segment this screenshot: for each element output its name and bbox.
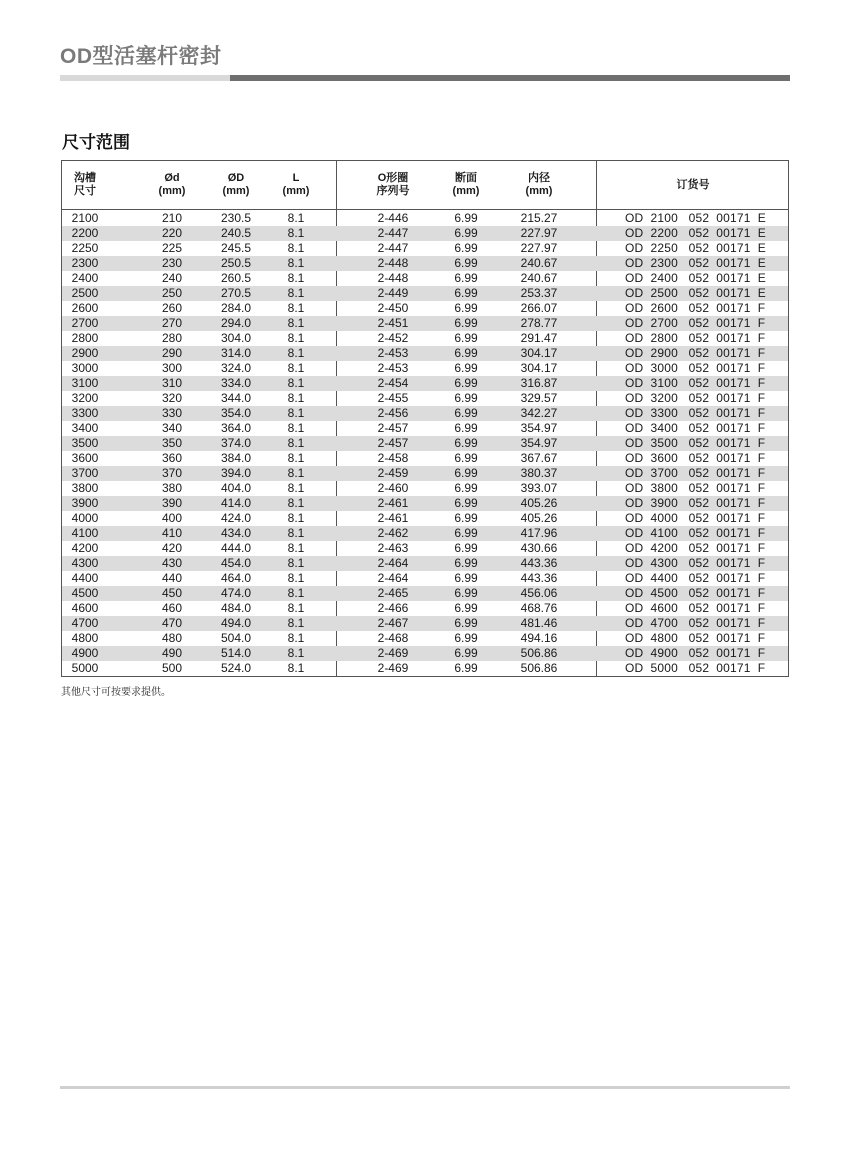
cell-order: OD 4100 052 00171 F	[625, 526, 766, 540]
cell-groove: 2100	[71, 211, 99, 225]
footer-line	[60, 1086, 790, 1089]
cell-d: 490	[161, 646, 183, 660]
cell-section: 6.99	[454, 271, 478, 285]
cell-inner: 430.66	[520, 541, 558, 555]
cell-groove: 2250	[71, 241, 99, 255]
cell-order: OD 2500 052 00171 E	[625, 286, 766, 300]
cell-inner: 506.86	[520, 646, 558, 660]
cell-section: 6.99	[454, 436, 478, 450]
cell-D: 494.0	[220, 616, 252, 630]
cell-d: 250	[161, 286, 183, 300]
cell-oring: 2-447	[377, 241, 409, 255]
cell-oring: 2-454	[377, 376, 409, 390]
table-row	[62, 286, 788, 301]
cell-oring: 2-451	[377, 316, 409, 330]
size-range-table	[61, 160, 789, 677]
table-row	[62, 481, 788, 496]
cell-oring: 2-449	[377, 286, 409, 300]
cell-oring: 2-460	[377, 481, 409, 495]
cell-order: OD 3300 052 00171 F	[625, 406, 766, 420]
cell-L: 8.1	[287, 556, 305, 570]
cell-oring: 2-455	[377, 391, 409, 405]
cell-section: 6.99	[454, 316, 478, 330]
cell-inner: 405.26	[520, 496, 558, 510]
cell-order: OD 2200 052 00171 E	[625, 226, 766, 240]
cell-oring: 2-465	[377, 586, 409, 600]
cell-inner: 443.36	[520, 571, 558, 585]
cell-D: 260.5	[220, 271, 252, 285]
cell-d: 320	[161, 391, 183, 405]
cell-oring: 2-447	[377, 226, 409, 240]
cell-d: 450	[161, 586, 183, 600]
table-row	[62, 406, 788, 421]
header-D: ØD (mm)	[222, 172, 250, 197]
table-row	[62, 226, 788, 241]
cell-d: 410	[161, 526, 183, 540]
table-body	[62, 211, 788, 676]
cell-groove: 4400	[71, 571, 99, 585]
cell-oring: 2-467	[377, 616, 409, 630]
cell-section: 6.99	[454, 361, 478, 375]
cell-d: 290	[161, 346, 183, 360]
cell-section: 6.99	[454, 301, 478, 315]
table-row	[62, 346, 788, 361]
cell-oring: 2-450	[377, 301, 409, 315]
table-row	[62, 316, 788, 331]
cell-inner: 316.87	[520, 376, 558, 390]
cell-inner: 354.97	[520, 436, 558, 450]
cell-order: OD 3800 052 00171 F	[625, 481, 766, 495]
cell-section: 6.99	[454, 226, 478, 240]
header-bar-light	[60, 75, 230, 81]
cell-D: 245.5	[220, 241, 252, 255]
cell-D: 324.0	[220, 361, 252, 375]
cell-section: 6.99	[454, 481, 478, 495]
table-row	[62, 616, 788, 631]
cell-D: 304.0	[220, 331, 252, 345]
cell-groove: 4800	[71, 631, 99, 645]
table-row	[62, 661, 788, 676]
table-row	[62, 556, 788, 571]
cell-d: 500	[161, 661, 183, 675]
header-section: 断面 (mm)	[452, 172, 480, 197]
table-row	[62, 496, 788, 511]
cell-inner: 304.17	[520, 361, 558, 375]
cell-order: OD 3600 052 00171 F	[625, 451, 766, 465]
cell-L: 8.1	[287, 616, 305, 630]
cell-D: 504.0	[220, 631, 252, 645]
cell-order: OD 2800 052 00171 F	[625, 331, 766, 345]
cell-d: 225	[161, 241, 183, 255]
table-row	[62, 436, 788, 451]
cell-order: OD 3700 052 00171 F	[625, 466, 766, 480]
cell-L: 8.1	[287, 436, 305, 450]
cell-groove: 2900	[71, 346, 99, 360]
cell-groove: 4100	[71, 526, 99, 540]
cell-inner: 481.46	[520, 616, 558, 630]
cell-L: 8.1	[287, 316, 305, 330]
cell-oring: 2-448	[377, 256, 409, 270]
cell-D: 334.0	[220, 376, 252, 390]
cell-oring: 2-469	[377, 661, 409, 675]
cell-L: 8.1	[287, 406, 305, 420]
cell-section: 6.99	[454, 211, 478, 225]
table-row	[62, 331, 788, 346]
cell-L: 8.1	[287, 631, 305, 645]
cell-L: 8.1	[287, 346, 305, 360]
cell-L: 8.1	[287, 256, 305, 270]
cell-D: 284.0	[220, 301, 252, 315]
table-row	[62, 421, 788, 436]
table-row	[62, 646, 788, 661]
cell-D: 464.0	[220, 571, 252, 585]
cell-L: 8.1	[287, 526, 305, 540]
cell-order: OD 4700 052 00171 F	[625, 616, 766, 630]
cell-D: 250.5	[220, 256, 252, 270]
cell-oring: 2-464	[377, 571, 409, 585]
cell-order: OD 3900 052 00171 F	[625, 496, 766, 510]
cell-D: 454.0	[220, 556, 252, 570]
cell-section: 6.99	[454, 601, 478, 615]
cell-groove: 3900	[71, 496, 99, 510]
cell-oring: 2-453	[377, 346, 409, 360]
cell-order: OD 4600 052 00171 F	[625, 601, 766, 615]
cell-inner: 354.97	[520, 421, 558, 435]
cell-inner: 329.57	[520, 391, 558, 405]
cell-groove: 3200	[71, 391, 99, 405]
cell-D: 524.0	[220, 661, 252, 675]
cell-d: 420	[161, 541, 183, 555]
cell-section: 6.99	[454, 331, 478, 345]
cell-D: 240.5	[220, 226, 252, 240]
cell-d: 340	[161, 421, 183, 435]
cell-groove: 4700	[71, 616, 99, 630]
cell-d: 470	[161, 616, 183, 630]
cell-section: 6.99	[454, 571, 478, 585]
section-title: 尺寸范围	[62, 133, 130, 152]
cell-groove: 2200	[71, 226, 99, 240]
cell-d: 370	[161, 466, 183, 480]
header-L: L (mm)	[282, 172, 310, 197]
cell-L: 8.1	[287, 466, 305, 480]
cell-groove: 4200	[71, 541, 99, 555]
cell-D: 414.0	[220, 496, 252, 510]
cell-d: 220	[161, 226, 183, 240]
cell-L: 8.1	[287, 241, 305, 255]
cell-groove: 3700	[71, 466, 99, 480]
cell-oring: 2-462	[377, 526, 409, 540]
cell-groove: 2500	[71, 286, 99, 300]
cell-section: 6.99	[454, 661, 478, 675]
cell-D: 230.5	[220, 211, 252, 225]
cell-oring: 2-456	[377, 406, 409, 420]
cell-L: 8.1	[287, 226, 305, 240]
cell-d: 440	[161, 571, 183, 585]
cell-inner: 227.97	[520, 241, 558, 255]
cell-D: 364.0	[220, 421, 252, 435]
cell-groove: 3100	[71, 376, 99, 390]
cell-section: 6.99	[454, 526, 478, 540]
cell-L: 8.1	[287, 331, 305, 345]
table-row	[62, 526, 788, 541]
cell-section: 6.99	[454, 556, 478, 570]
cell-L: 8.1	[287, 601, 305, 615]
cell-d: 480	[161, 631, 183, 645]
cell-order: OD 4500 052 00171 F	[625, 586, 766, 600]
cell-L: 8.1	[287, 451, 305, 465]
cell-section: 6.99	[454, 511, 478, 525]
cell-d: 240	[161, 271, 183, 285]
cell-groove: 4900	[71, 646, 99, 660]
table-row	[62, 271, 788, 286]
cell-section: 6.99	[454, 496, 478, 510]
cell-section: 6.99	[454, 241, 478, 255]
cell-D: 394.0	[220, 466, 252, 480]
cell-D: 294.0	[220, 316, 252, 330]
cell-groove: 2600	[71, 301, 99, 315]
cell-inner: 506.86	[520, 661, 558, 675]
cell-order: OD 2600 052 00171 F	[625, 301, 766, 315]
cell-D: 484.0	[220, 601, 252, 615]
table-row	[62, 631, 788, 646]
cell-L: 8.1	[287, 646, 305, 660]
table-row	[62, 511, 788, 526]
header-order: 订货号	[676, 178, 710, 191]
cell-order: OD 2700 052 00171 F	[625, 316, 766, 330]
cell-order: OD 4200 052 00171 F	[625, 541, 766, 555]
cell-inner: 417.96	[520, 526, 558, 540]
cell-inner: 494.16	[520, 631, 558, 645]
cell-section: 6.99	[454, 376, 478, 390]
page-title: OD型活塞杆密封	[60, 45, 222, 68]
cell-oring: 2-461	[377, 511, 409, 525]
cell-groove: 2300	[71, 256, 99, 270]
table-row	[62, 376, 788, 391]
cell-inner: 468.76	[520, 601, 558, 615]
cell-section: 6.99	[454, 616, 478, 630]
cell-oring: 2-463	[377, 541, 409, 555]
cell-groove: 3600	[71, 451, 99, 465]
cell-L: 8.1	[287, 511, 305, 525]
cell-groove: 3500	[71, 436, 99, 450]
cell-D: 384.0	[220, 451, 252, 465]
cell-order: OD 3500 052 00171 F	[625, 436, 766, 450]
cell-oring: 2-446	[377, 211, 409, 225]
cell-oring: 2-448	[377, 271, 409, 285]
cell-D: 474.0	[220, 586, 252, 600]
cell-order: OD 3400 052 00171 F	[625, 421, 766, 435]
cell-order: OD 2250 052 00171 E	[625, 241, 766, 255]
cell-inner: 342.27	[520, 406, 558, 420]
cell-oring: 2-466	[377, 601, 409, 615]
table-row	[62, 586, 788, 601]
cell-d: 310	[161, 376, 183, 390]
cell-d: 360	[161, 451, 183, 465]
table-row	[62, 601, 788, 616]
cell-d: 390	[161, 496, 183, 510]
table-row	[62, 466, 788, 481]
table-row	[62, 391, 788, 406]
cell-d: 230	[161, 256, 183, 270]
cell-inner: 443.36	[520, 556, 558, 570]
cell-order: OD 5000 052 00171 F	[625, 661, 766, 675]
cell-d: 330	[161, 406, 183, 420]
cell-d: 260	[161, 301, 183, 315]
cell-groove: 3800	[71, 481, 99, 495]
cell-D: 444.0	[220, 541, 252, 555]
cell-groove: 3400	[71, 421, 99, 435]
cell-inner: 291.47	[520, 331, 558, 345]
cell-oring: 2-468	[377, 631, 409, 645]
cell-order: OD 3200 052 00171 F	[625, 391, 766, 405]
cell-d: 430	[161, 556, 183, 570]
cell-D: 354.0	[220, 406, 252, 420]
cell-section: 6.99	[454, 286, 478, 300]
cell-L: 8.1	[287, 481, 305, 495]
table-row	[62, 256, 788, 271]
cell-inner: 456.06	[520, 586, 558, 600]
cell-section: 6.99	[454, 631, 478, 645]
cell-d: 280	[161, 331, 183, 345]
table-row	[62, 361, 788, 376]
cell-section: 6.99	[454, 256, 478, 270]
cell-order: OD 4300 052 00171 F	[625, 556, 766, 570]
cell-groove: 4000	[71, 511, 99, 525]
cell-D: 374.0	[220, 436, 252, 450]
cell-section: 6.99	[454, 646, 478, 660]
cell-inner: 266.07	[520, 301, 558, 315]
table-header	[62, 161, 788, 210]
cell-L: 8.1	[287, 286, 305, 300]
cell-order: OD 3100 052 00171 F	[625, 376, 766, 390]
table-row	[62, 451, 788, 466]
cell-d: 210	[161, 211, 183, 225]
footnote: 其他尺寸可按要求提供。	[61, 687, 171, 698]
cell-groove: 4300	[71, 556, 99, 570]
cell-section: 6.99	[454, 391, 478, 405]
cell-L: 8.1	[287, 301, 305, 315]
cell-groove: 2400	[71, 271, 99, 285]
table-row	[62, 211, 788, 226]
cell-section: 6.99	[454, 346, 478, 360]
cell-d: 400	[161, 511, 183, 525]
cell-inner: 304.17	[520, 346, 558, 360]
cell-groove: 2800	[71, 331, 99, 345]
cell-inner: 380.37	[520, 466, 558, 480]
cell-oring: 2-469	[377, 646, 409, 660]
cell-section: 6.99	[454, 406, 478, 420]
cell-L: 8.1	[287, 586, 305, 600]
cell-oring: 2-457	[377, 421, 409, 435]
cell-oring: 2-459	[377, 466, 409, 480]
cell-oring: 2-464	[377, 556, 409, 570]
cell-section: 6.99	[454, 541, 478, 555]
cell-groove: 5000	[71, 661, 99, 675]
cell-L: 8.1	[287, 391, 305, 405]
cell-D: 404.0	[220, 481, 252, 495]
cell-groove: 4500	[71, 586, 99, 600]
cell-oring: 2-458	[377, 451, 409, 465]
header-groove: 沟槽 尺寸	[74, 172, 96, 197]
cell-inner: 240.67	[520, 271, 558, 285]
cell-D: 270.5	[220, 286, 252, 300]
cell-d: 300	[161, 361, 183, 375]
cell-oring: 2-461	[377, 496, 409, 510]
cell-inner: 393.07	[520, 481, 558, 495]
cell-oring: 2-452	[377, 331, 409, 345]
cell-oring: 2-457	[377, 436, 409, 450]
header-oring: O形圈 序列号	[376, 172, 410, 197]
cell-groove: 4600	[71, 601, 99, 615]
cell-L: 8.1	[287, 496, 305, 510]
cell-order: OD 4900 052 00171 F	[625, 646, 766, 660]
cell-section: 6.99	[454, 421, 478, 435]
cell-d: 350	[161, 436, 183, 450]
cell-inner: 253.37	[520, 286, 558, 300]
cell-L: 8.1	[287, 271, 305, 285]
cell-d: 270	[161, 316, 183, 330]
table-row	[62, 301, 788, 316]
cell-order: OD 3000 052 00171 F	[625, 361, 766, 375]
cell-D: 314.0	[220, 346, 252, 360]
cell-D: 344.0	[220, 391, 252, 405]
cell-D: 424.0	[220, 511, 252, 525]
cell-order: OD 4000 052 00171 F	[625, 511, 766, 525]
cell-L: 8.1	[287, 421, 305, 435]
cell-section: 6.99	[454, 451, 478, 465]
cell-L: 8.1	[287, 661, 305, 675]
cell-D: 434.0	[220, 526, 252, 540]
cell-L: 8.1	[287, 361, 305, 375]
header-bar-dark	[230, 75, 790, 81]
header-inner: 内径 (mm)	[525, 172, 553, 197]
table-row	[62, 571, 788, 586]
cell-order: OD 2900 052 00171 F	[625, 346, 766, 360]
table-row	[62, 541, 788, 556]
cell-groove: 3000	[71, 361, 99, 375]
cell-L: 8.1	[287, 571, 305, 585]
cell-order: OD 2300 052 00171 E	[625, 256, 766, 270]
cell-d: 380	[161, 481, 183, 495]
cell-inner: 367.67	[520, 451, 558, 465]
table-row	[62, 241, 788, 256]
cell-inner: 405.26	[520, 511, 558, 525]
cell-order: OD 2400 052 00171 E	[625, 271, 766, 285]
header-d: Ød (mm)	[158, 172, 186, 197]
cell-section: 6.99	[454, 466, 478, 480]
cell-order: OD 4800 052 00171 F	[625, 631, 766, 645]
cell-order: OD 4400 052 00171 F	[625, 571, 766, 585]
cell-inner: 215.27	[520, 211, 558, 225]
cell-section: 6.99	[454, 586, 478, 600]
cell-L: 8.1	[287, 541, 305, 555]
cell-D: 514.0	[220, 646, 252, 660]
cell-L: 8.1	[287, 211, 305, 225]
cell-groove: 3300	[71, 406, 99, 420]
cell-L: 8.1	[287, 376, 305, 390]
cell-groove: 2700	[71, 316, 99, 330]
cell-inner: 278.77	[520, 316, 558, 330]
cell-oring: 2-453	[377, 361, 409, 375]
cell-d: 460	[161, 601, 183, 615]
cell-order: OD 2100 052 00171 E	[625, 211, 766, 225]
cell-inner: 227.97	[520, 226, 558, 240]
cell-inner: 240.67	[520, 256, 558, 270]
